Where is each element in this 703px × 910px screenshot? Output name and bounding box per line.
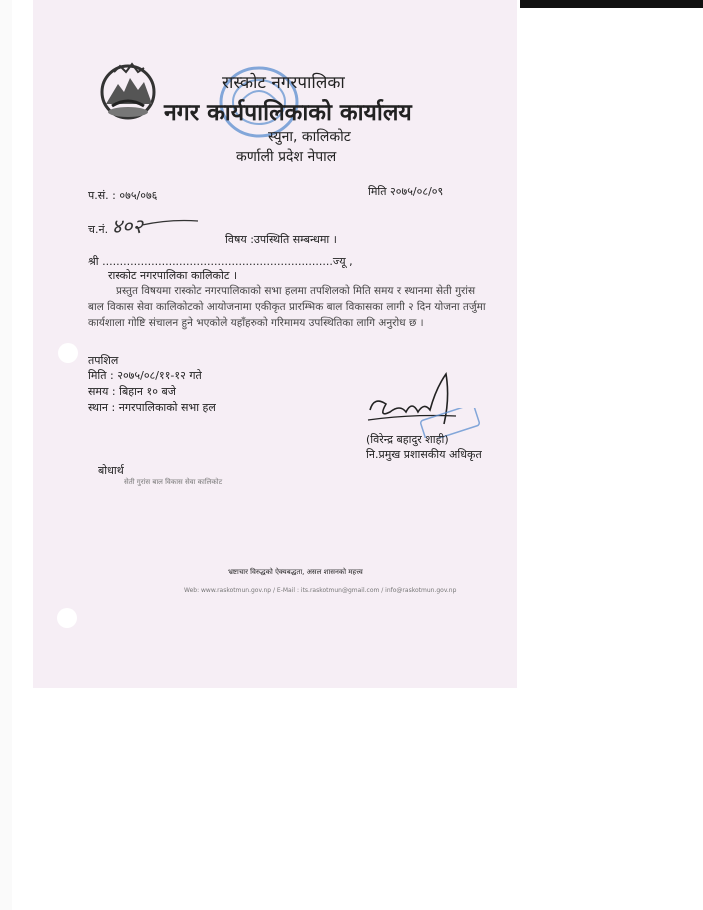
details-date: मिति : २०७५/०८/११-१२ गते — [88, 369, 202, 382]
municipality-name: रास्कोट नगरपालिका — [222, 73, 345, 93]
signatory-title: नि.प्रमुख प्रशासकीय अधिकृत — [366, 448, 482, 461]
cc-label: बोधार्थ — [98, 464, 124, 477]
office-title: नगर कार्यपालिकाको कार्यालय — [164, 100, 412, 126]
province-name: कर्णाली प्रदेश नेपाल — [236, 149, 337, 165]
dispatch-handwritten-value: ४०२ — [111, 214, 143, 238]
letter-body: प्रस्तुत विषयमा रास्कोट नगरपालिकाको सभा हलमा तपशिलको मिति समय र स्थानमा सेती गुरांस बाल विकास सेवा कालिकोटको आयोजनामा एकीकृत प्रारम्भिक बाल विकासका लागी २ दिन योजना तर्जुमा कार्यशाला गोष्टि संचालन हुने भएकोले यहाँहरुको गरिमामय उपस्थितिका लागि अनुरोध छ । — [88, 285, 486, 329]
scan-left-margin — [0, 0, 12, 910]
signatory-name: (विरेन्द्र बहादुर शाही) — [366, 433, 449, 446]
footer-contact: Web: www.raskotmun.gov.np / E-Mail : its.raskotmun@gmail.com / info@raskotmun.gov.np — [184, 587, 457, 594]
office-location: स्युना, कालिकोट — [268, 129, 351, 145]
details-place: स्थान : नगरपालिकाको सभा हल — [88, 401, 216, 414]
dispatch-underline — [140, 215, 200, 229]
dispatch-number — [88, 212, 143, 239]
details-heading: तपशिल — [88, 354, 119, 367]
footer-slogan: भ्रष्टाचार विरुद्धको ऐक्यबद्धता, असल शासनको महत्त्व — [228, 568, 363, 576]
dispatch-label: च.नं. — [88, 223, 109, 236]
recipient-address: रास्कोट नगरपालिका कालिकोट । — [108, 269, 238, 282]
details-time: समय : बिहान १० बजे — [88, 385, 176, 398]
punch-hole-top — [58, 343, 78, 363]
reference-number: प.सं. : ०७५/०७६ — [88, 189, 158, 202]
punch-hole-bottom — [57, 608, 77, 628]
scan-top-edge — [520, 0, 703, 8]
letter-date: मिति २०७५/०८/०९ — [368, 185, 444, 198]
recipient-line: श्री ..................................................................ज्यू , — [88, 255, 353, 268]
cc-item: सेती गुरांस बाल विकास सेवा कालिकोट — [124, 478, 223, 486]
subject-line: विषय :उपस्थिति सम्बन्धमा । — [225, 233, 337, 246]
nepal-emblem-icon — [98, 60, 158, 120]
